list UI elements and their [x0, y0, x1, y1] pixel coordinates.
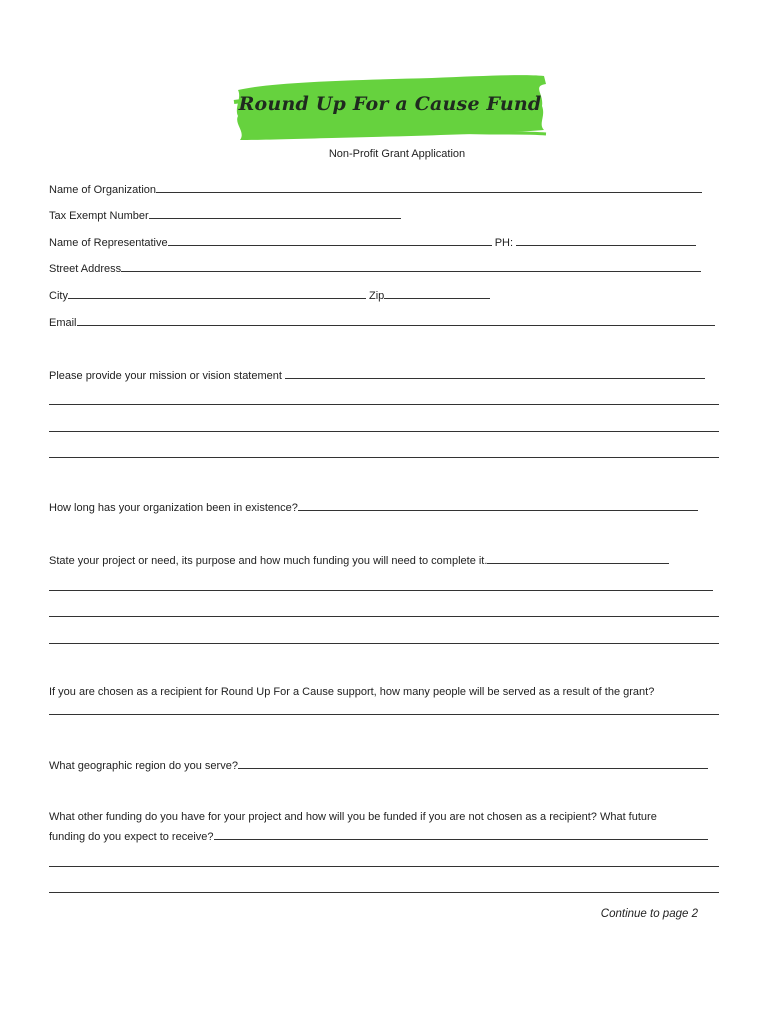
organization-field[interactable] — [156, 181, 702, 193]
form-subtitle: Non-Profit Grant Application — [328, 148, 466, 160]
street-field[interactable] — [121, 260, 701, 272]
mission-field[interactable] — [285, 367, 705, 379]
street-row — [49, 260, 701, 276]
email-label: Email — [49, 317, 77, 329]
region-row — [49, 757, 708, 773]
project-question: State your project or need, its purpose and how much funding you will need to complete it. — [49, 555, 488, 567]
people-served-question: If you are chosen as a recipient for Round Up For a Cause support, how many people will be served as a result of the grant? — [49, 686, 655, 698]
other-funding-field[interactable] — [214, 828, 708, 840]
region-field[interactable] — [238, 757, 708, 769]
representative-label: Name of Representative — [49, 237, 168, 249]
street-label: Street Address — [49, 263, 122, 275]
logo-text: Round Up For a Cause Fund — [238, 93, 542, 115]
city-zip-row — [49, 287, 490, 303]
representative-field[interactable] — [168, 234, 492, 246]
mission-line-3[interactable] — [49, 431, 719, 432]
zip-label: Zip — [369, 290, 385, 302]
existence-question: How long has your organization been in existence? — [49, 502, 298, 514]
organization-row — [49, 181, 702, 197]
existence-field[interactable] — [298, 499, 698, 511]
fund-logo — [232, 72, 548, 142]
mission-line-2[interactable] — [49, 404, 719, 405]
project-row — [49, 552, 669, 568]
zip-field[interactable] — [384, 287, 490, 299]
representative-row — [49, 234, 696, 250]
phone-field[interactable] — [516, 234, 696, 246]
project-line-3[interactable] — [49, 616, 719, 617]
city-field[interactable] — [68, 287, 366, 299]
other-funding-row-1 — [49, 810, 657, 824]
other-funding-question-2: funding do you expect to receive? — [49, 831, 214, 843]
email-field[interactable] — [77, 314, 715, 326]
other-funding-question-1: What other funding do you have for your project and how will you be funded if you are not chosen as a recipient? What future — [49, 811, 657, 823]
city-label: City — [49, 290, 68, 302]
other-funding-line-3[interactable] — [49, 892, 719, 893]
people-served-field[interactable] — [49, 714, 719, 715]
mission-row — [49, 367, 705, 383]
mission-line-4[interactable] — [49, 457, 719, 458]
project-field[interactable] — [487, 552, 669, 564]
other-funding-line-2[interactable] — [49, 866, 719, 867]
phone-label: PH: — [494, 237, 514, 249]
existence-row — [49, 499, 698, 515]
mission-question: Please provide your mission or vision statement — [49, 370, 282, 382]
email-row — [49, 314, 715, 330]
continue-note: Continue to page 2 — [600, 908, 698, 920]
region-question: What geographic region do you serve? — [49, 760, 238, 772]
other-funding-row-2 — [49, 828, 708, 844]
project-line-2[interactable] — [49, 590, 713, 591]
project-line-4[interactable] — [49, 643, 719, 644]
tax-exempt-label: Tax Exempt Number — [49, 210, 149, 222]
organization-label: Name of Organization — [49, 184, 156, 196]
tax-exempt-row — [49, 207, 401, 223]
people-served-row — [49, 685, 654, 699]
tax-exempt-field[interactable] — [149, 207, 401, 219]
